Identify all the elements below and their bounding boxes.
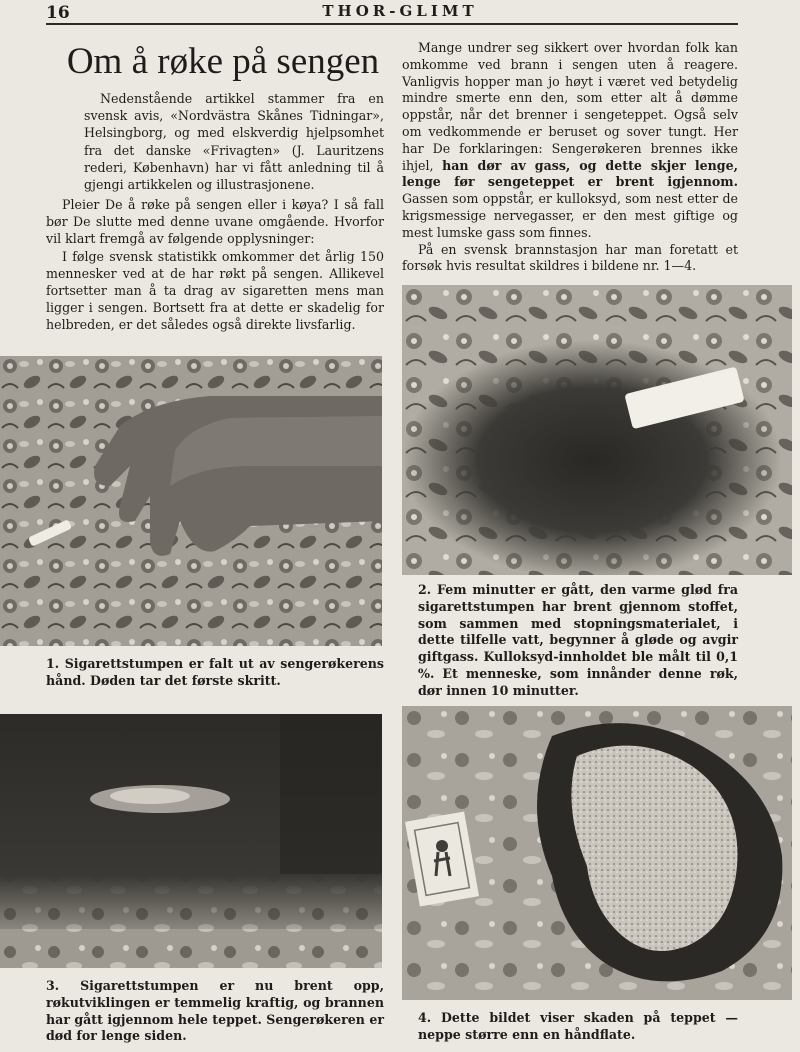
header-rule [46,23,738,25]
paragraph-3-start: Mange undrer seg sikkert over hvordan folk kan omkomme ved brann i sengen uten å reagere. Vanligvis hopper man jo høyt i været ved betydelig mindre smerte enn den, som etter alt å dømme oppstår, når det brenner i sengeteppet. Også selv om vedkommende er beruset og sover tungt. Her har De forklaringen: Sengerøkeren brennes ikke ihjel, [402,40,738,173]
paragraph-3-end: Gassen som oppstår, er kulloksyd, som nest etter de krigsmessige nervegasser, er den mest giftige og mest lumske gass som finnes. [402,191,738,240]
lead-paragraph: Nedenstående artikkel stammer fra en svensk avis, «Nordvästra Skånes Tidningar», Helsingborg, og med elskverdig hjelpsomhet fra det danske «Frivagten» (J. Lauritzens rederi, København) har vi fått anledning til å gjengi artikkelen og illustrasjonene. [84,91,384,193]
article-title: Om å røke på sengen [66,41,380,82]
photo-heavy-smoke [0,714,382,968]
paragraph-3 [402,40,738,242]
paragraph-4: På en svensk brannstasjon har man foretatt et forsøk hvis resultat skildres i bildene nr. 1—4. [402,241,738,274]
photo-smouldering-cigarette-image [402,285,792,575]
photo-burn-damage [402,706,792,1000]
paragraph-1: Pleier De å røke på sengen eller i køya? I så fall bør De slutte med denne uvane omgående. Hvorfor vil klart fremgå av følgende opplysninger: [46,197,384,247]
photo-heavy-smoke-image [0,714,382,968]
caption-2: 2. Fem minutter er gått, den varme glød fra sigarettstumpen har brent gjennom stoffet, som sammen med stopningsmaterialet, i dette tilfelle vatt, begynner å gløde og avgir giftgass. Kulloksyd-innholdet ble målt til 0,1 %. Et menneske, som innånder denne røk, dør innen 10 minutter. [418,582,738,698]
caption-4: 4. Dette bildet viser skaden på teppet — neppe større enn en håndflate. [418,1010,738,1042]
page-number: 16 [46,3,70,23]
body-right-column [402,40,738,275]
paragraph-3-bold: han dør av gass, og dette skjer lenge, lenge før sengeteppet er brent igjennom. [402,157,738,190]
photo-smouldering-cigarette [402,285,792,575]
running-header: THOR-GLIMT [322,2,478,20]
photo-hand-cigarette [0,356,382,646]
photo-hand-cigarette-image [0,356,382,646]
caption-3: 3. Sigarettstumpen er nu brent opp, røkutviklingen er temmelig kraftig, og brannen har gått igjennom hele teppet. Sengerøkeren er død for lenge siden. [46,978,384,1044]
paragraph-2: I følge svensk statistikk omkommer det årlig 150 mennesker ved at de har røkt på sengen. Allikevel fortsetter man å ta drag av sigaretten mens man ligger i sengen. Bortsett fra at dette er skadelig for helbreden, er det således også direkte livsfarlig. [46,248,384,333]
body-left-column [46,196,384,334]
article-lead [84,90,384,193]
caption-1: 1. Sigarettstumpen er falt ut av sengerøkerens hånd. Døden tar det første skritt. [46,656,384,688]
photo-burn-damage-image [402,706,792,1000]
